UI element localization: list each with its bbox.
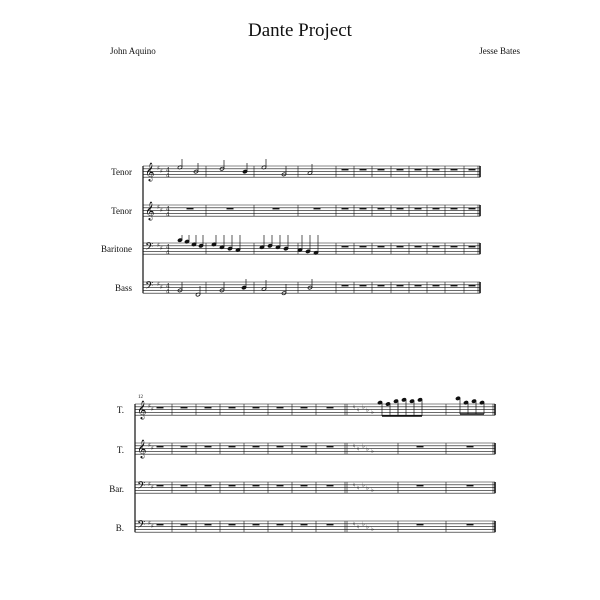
staff-label-tenor-1: Tenor — [111, 167, 132, 177]
flat-icon: ♭ — [362, 482, 365, 489]
whole-rest — [360, 285, 367, 287]
whole-rest — [360, 208, 367, 210]
flat-icon: ♭ — [366, 524, 369, 531]
whole-rest — [157, 485, 164, 487]
sharp-icon: ♯ — [157, 165, 160, 172]
staff-label-bar: Bar. — [109, 484, 124, 494]
whole-rest — [273, 208, 280, 210]
time-signature-bottom: 4 — [166, 211, 170, 219]
whole-rest — [433, 246, 440, 248]
whole-rest — [229, 524, 236, 526]
treble-clef-icon: 𝄞 — [145, 201, 155, 220]
whole-rest — [229, 485, 236, 487]
whole-rest — [415, 169, 422, 171]
whole-rest — [327, 446, 334, 448]
bass-clef-icon: 𝄢 — [145, 241, 154, 256]
whole-rest — [253, 446, 260, 448]
sharp-icon: ♯ — [151, 445, 154, 452]
sharp-icon: ♯ — [157, 242, 160, 249]
whole-rest — [181, 485, 188, 487]
whole-rest — [229, 407, 236, 409]
time-signature-top: 4 — [166, 206, 170, 213]
whole-rest — [467, 524, 474, 526]
whole-rest — [342, 246, 349, 248]
time-signature-top: 4 — [166, 244, 170, 251]
whole-rest — [415, 285, 422, 287]
flat-icon: ♭ — [366, 446, 369, 453]
whole-rest — [397, 169, 404, 171]
sharp-icon: ♯ — [151, 523, 154, 530]
whole-rest — [301, 407, 308, 409]
natural-icon: ♮ — [357, 485, 360, 492]
whole-rest — [342, 169, 349, 171]
whole-rest — [378, 285, 385, 287]
treble-clef-icon: 𝄞 — [137, 400, 147, 419]
whole-rest — [433, 169, 440, 171]
whole-rest — [433, 208, 440, 210]
whole-rest — [451, 208, 458, 210]
time-signature-bottom: 4 — [166, 172, 170, 180]
natural-icon: ♮ — [353, 404, 356, 411]
whole-rest — [342, 208, 349, 210]
sharp-icon: ♯ — [148, 481, 151, 488]
whole-rest — [415, 246, 422, 248]
whole-rest — [469, 246, 476, 248]
sharp-icon: ♯ — [151, 484, 154, 491]
whole-rest — [451, 169, 458, 171]
treble-clef-icon: 𝄞 — [145, 162, 155, 181]
whole-rest — [469, 285, 476, 287]
bass-clef-icon: 𝄢 — [137, 519, 146, 534]
whole-rest — [187, 208, 194, 210]
whole-rest — [451, 285, 458, 287]
whole-rest — [205, 485, 212, 487]
whole-rest — [360, 169, 367, 171]
score-title: Dante Project — [248, 20, 352, 41]
whole-rest — [205, 524, 212, 526]
natural-icon: ♮ — [353, 482, 356, 489]
flat-icon: ♭ — [371, 409, 374, 416]
sharp-icon: ♯ — [160, 207, 163, 214]
whole-rest — [327, 524, 334, 526]
flat-icon: ♭ — [362, 443, 365, 450]
time-signature-bottom: 4 — [166, 249, 170, 257]
whole-rest — [417, 485, 424, 487]
flat-icon: ♭ — [371, 487, 374, 494]
composer-right: Jesse Bates — [479, 46, 520, 56]
staff-label-t-2: T. — [116, 445, 124, 455]
flat-icon: ♭ — [371, 526, 374, 533]
time-signature-top: 4 — [166, 283, 170, 290]
whole-rest — [253, 407, 260, 409]
whole-rest — [433, 285, 440, 287]
whole-rest — [314, 208, 321, 210]
whole-rest — [397, 246, 404, 248]
whole-rest — [253, 524, 260, 526]
natural-icon: ♮ — [353, 521, 356, 528]
whole-rest — [227, 208, 234, 210]
whole-rest — [301, 485, 308, 487]
staff-label-baritone: Baritone — [101, 244, 132, 254]
whole-rest — [467, 446, 474, 448]
sharp-icon: ♯ — [148, 442, 151, 449]
flat-icon: ♭ — [362, 404, 365, 411]
sharp-icon: ♯ — [160, 168, 163, 175]
whole-rest — [327, 407, 334, 409]
staff-label-b: B. — [115, 523, 124, 533]
whole-rest — [467, 485, 474, 487]
whole-rest — [181, 407, 188, 409]
sharp-icon: ♯ — [151, 406, 154, 413]
natural-icon: ♮ — [357, 446, 360, 453]
natural-icon: ♮ — [357, 407, 360, 414]
whole-rest — [277, 485, 284, 487]
whole-rest — [397, 285, 404, 287]
sharp-icon: ♯ — [160, 245, 163, 252]
sharp-icon: ♯ — [160, 284, 163, 291]
whole-rest — [397, 208, 404, 210]
time-signature-bottom: 4 — [166, 288, 170, 296]
flat-icon: ♭ — [371, 448, 374, 455]
whole-rest — [469, 169, 476, 171]
whole-rest — [277, 407, 284, 409]
flat-icon: ♭ — [366, 407, 369, 414]
whole-rest — [181, 524, 188, 526]
whole-rest — [469, 208, 476, 210]
whole-rest — [415, 208, 422, 210]
sharp-icon: ♯ — [157, 281, 160, 288]
sharp-icon: ♯ — [157, 204, 160, 211]
time-signature-top: 4 — [166, 167, 170, 174]
whole-rest — [327, 485, 334, 487]
bass-clef-icon: 𝄢 — [137, 480, 146, 495]
measure-number: 12 — [138, 395, 143, 400]
bass-clef-icon: 𝄢 — [145, 280, 154, 295]
whole-rest — [378, 208, 385, 210]
whole-rest — [451, 246, 458, 248]
whole-rest — [277, 524, 284, 526]
whole-rest — [301, 446, 308, 448]
natural-icon: ♮ — [353, 443, 356, 450]
whole-rest — [205, 407, 212, 409]
whole-rest — [360, 246, 367, 248]
staff-label-bass: Bass — [114, 283, 132, 293]
flat-icon: ♭ — [362, 521, 365, 528]
flat-icon: ♭ — [366, 485, 369, 492]
staff-label-tenor-2: Tenor — [111, 206, 132, 216]
natural-icon: ♮ — [357, 524, 360, 531]
whole-rest — [277, 446, 284, 448]
whole-rest — [342, 285, 349, 287]
composer-left: John Aquino — [110, 46, 156, 56]
whole-rest — [301, 524, 308, 526]
whole-rest — [378, 246, 385, 248]
whole-rest — [253, 485, 260, 487]
treble-clef-icon: 𝄞 — [137, 439, 147, 458]
sharp-icon: ♯ — [148, 403, 151, 410]
whole-rest — [181, 446, 188, 448]
whole-rest — [157, 407, 164, 409]
whole-rest — [229, 446, 236, 448]
whole-rest — [378, 169, 385, 171]
sharp-icon: ♯ — [148, 520, 151, 527]
whole-rest — [417, 446, 424, 448]
whole-rest — [417, 524, 424, 526]
whole-rest — [157, 524, 164, 526]
whole-rest — [157, 446, 164, 448]
staff-label-t-1: T. — [116, 405, 124, 415]
whole-rest — [205, 446, 212, 448]
